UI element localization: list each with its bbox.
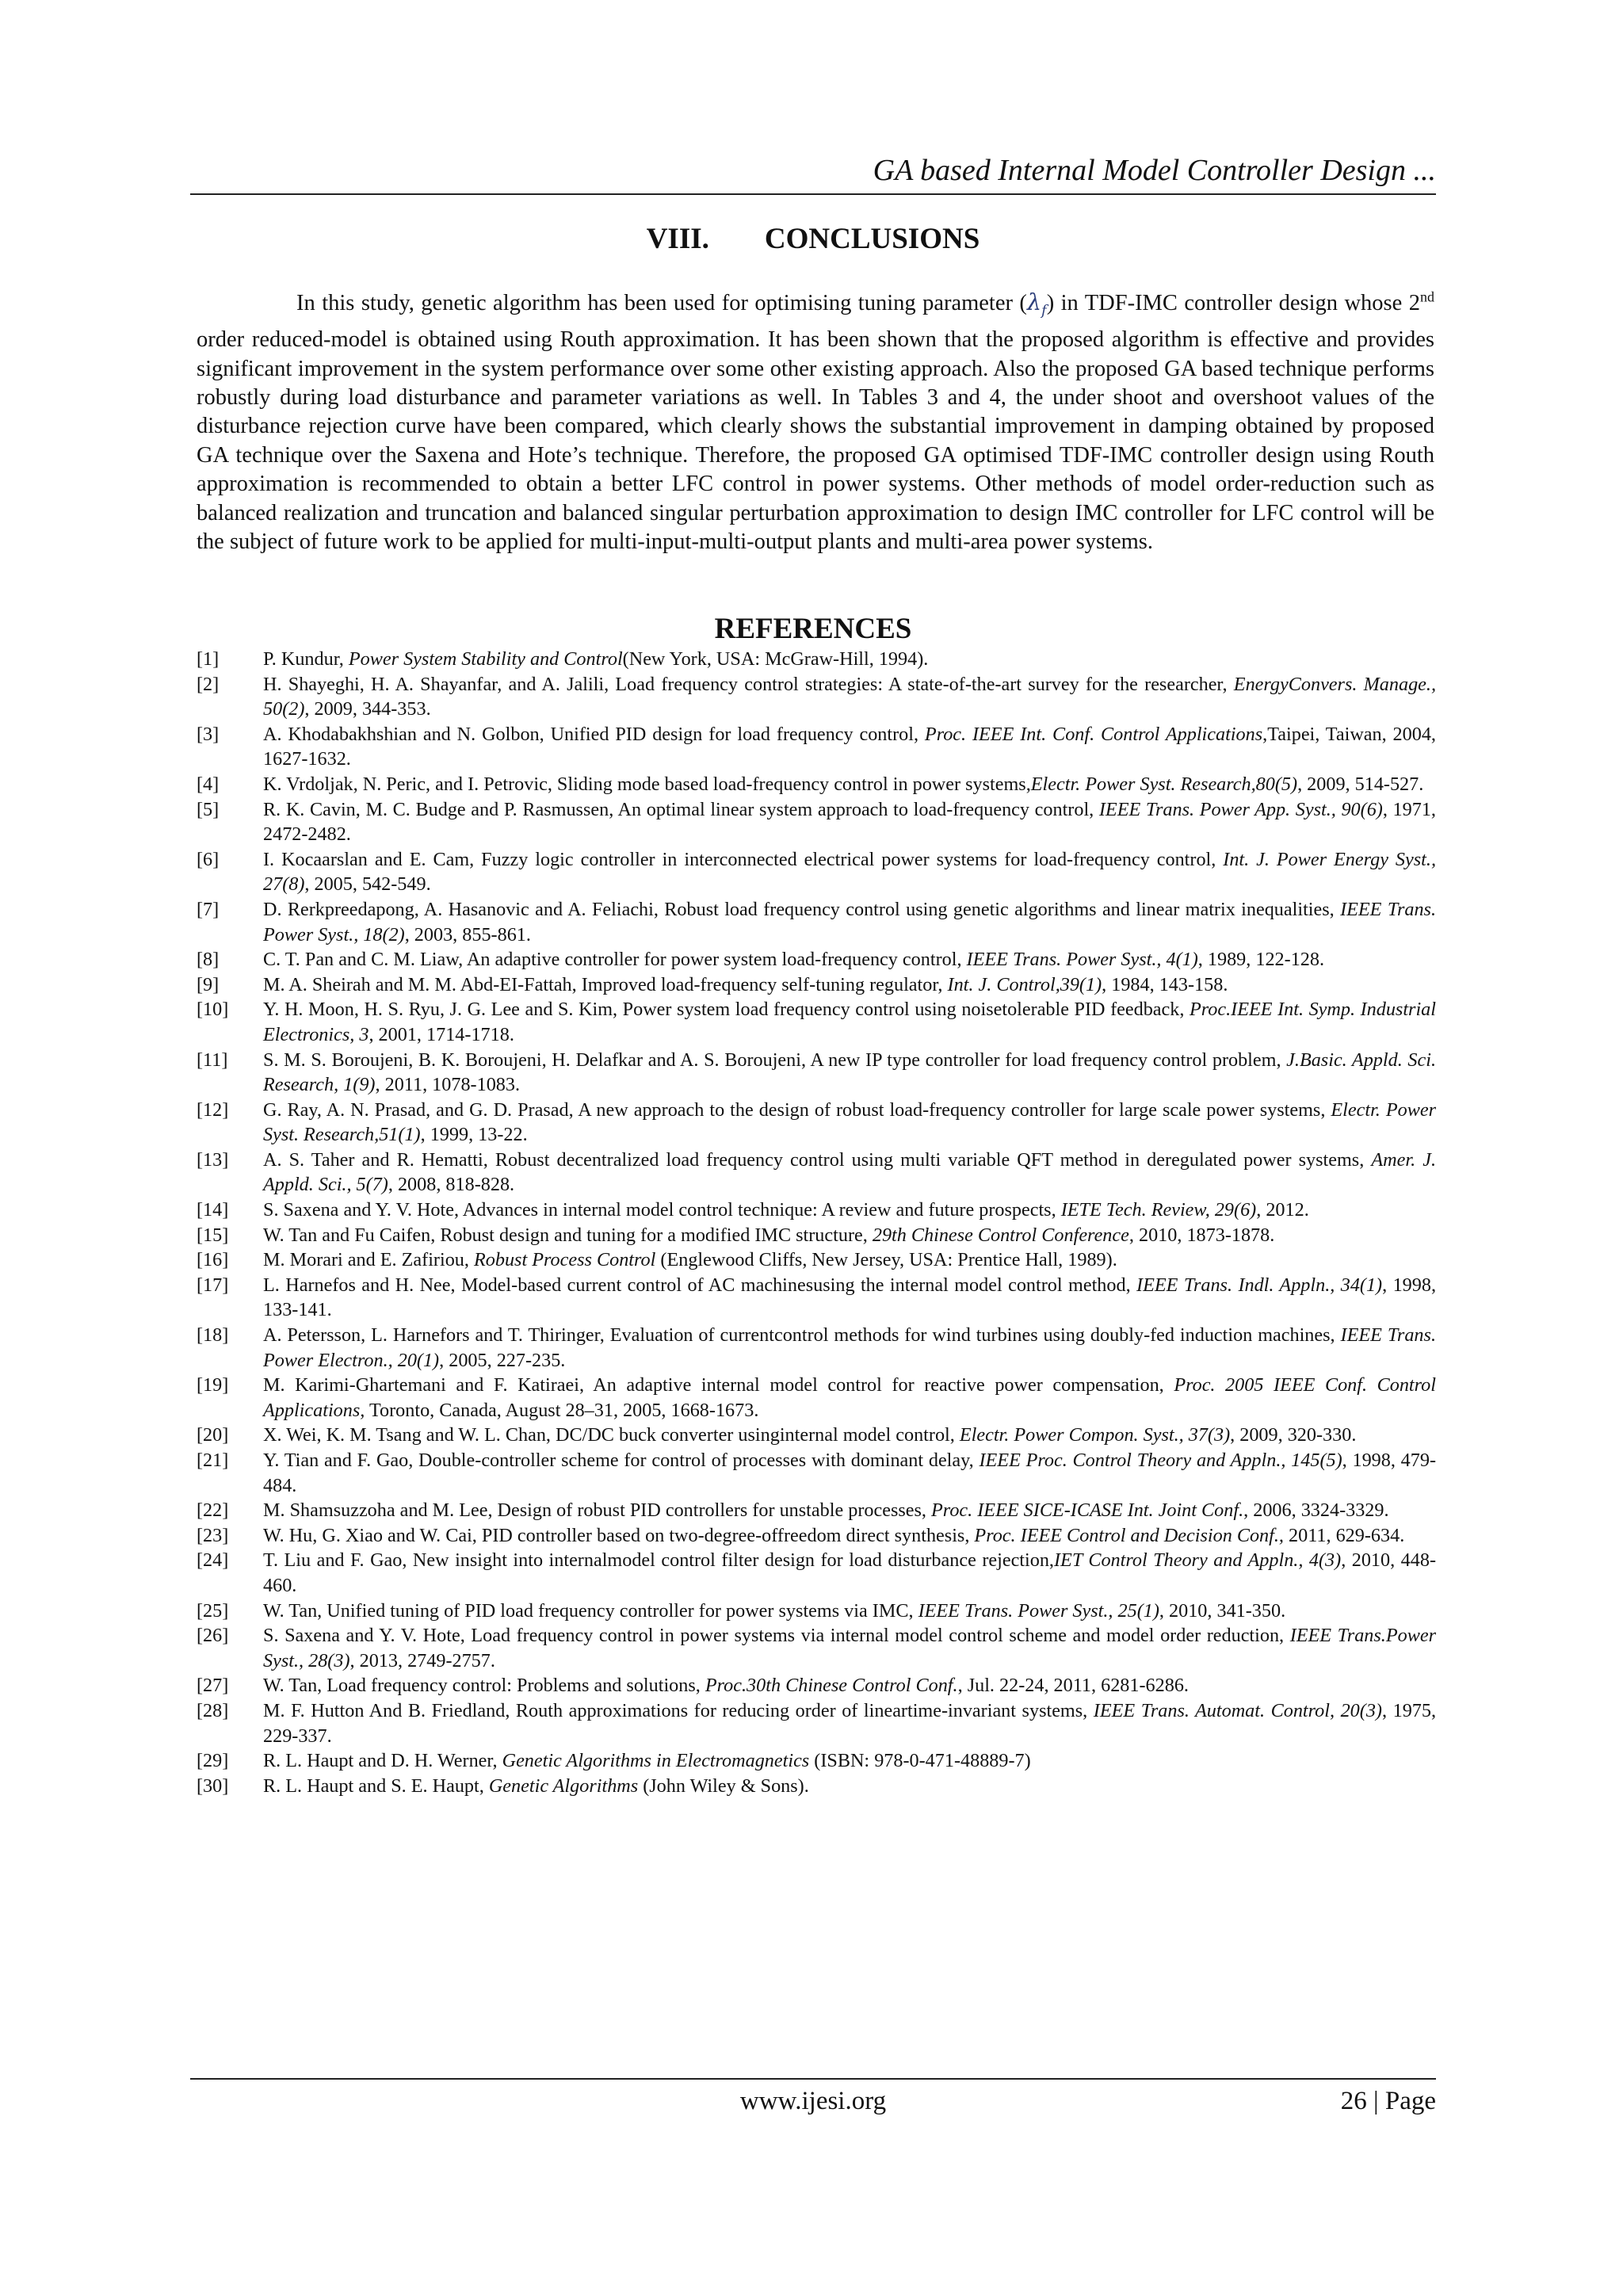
reference-item — [197, 1148, 1436, 1198]
reference-italic: IEEE Trans. Power Syst., 4(1) — [966, 949, 1198, 971]
reference-text: S. Saxena and Y. V. Hote, Advances in internal model control technique: A review and future prospects, — [263, 1199, 1061, 1221]
reference-text: Y. H. Moon, H. S. Ryu, J. G. Lee and S. Kim, Power system load frequency control using noisetolerable PID feedback, — [263, 999, 1190, 1021]
reference-number: [11] — [197, 1049, 228, 1071]
reference-item — [197, 797, 1436, 847]
reference-item — [197, 1373, 1436, 1423]
reference-text: M. A. Sheirah and M. M. Abd-EI-Fattah, Improved load-frequency self-tuning regulator, — [263, 973, 948, 995]
footer-page-number: 26 | Page — [1340, 2087, 1436, 2115]
reference-text-end: , 2009, 344-353. — [304, 698, 431, 720]
conclusion-text-middle: ) in TDF-IMC controller design whose 2 — [1046, 291, 1420, 315]
reference-number: [16] — [197, 1249, 229, 1271]
reference-text-end: , 2010, 341-350. — [1159, 1599, 1286, 1622]
reference-text-end: , 2010, 448-460. — [263, 1549, 1436, 1596]
footer-url: www.ijesi.org — [739, 2087, 887, 2115]
section-number: VIII. — [646, 223, 709, 255]
reference-text: D. Rerkpreedapong, A. Hasanovic and A. Feliachi, Robust load frequency control using genetic algorithms and linear matrix inequalities, — [263, 898, 1341, 920]
ordinal-superscript: nd — [1420, 288, 1434, 305]
reference-item — [197, 1223, 1436, 1248]
reference-italic: IEEE Trans. Indl. Appln., 34(1) — [1136, 1274, 1383, 1296]
reference-text-end: ,Taipei, Taiwan, 2004, 1627-1632. — [263, 723, 1436, 770]
reference-text-end: , 1989, 122-128. — [1197, 949, 1325, 971]
footer-rule — [190, 2078, 1436, 2080]
reference-text-end: , 2009, 514-527. — [1297, 773, 1424, 795]
reference-text-end: , 2010, 1873-1878. — [1128, 1224, 1275, 1246]
reference-number: [1] — [197, 648, 220, 670]
conclusions-heading — [190, 222, 1436, 257]
reference-text-end: (ISBN: 978-0-471-48889-7) — [809, 1750, 1031, 1772]
reference-number: [2] — [197, 673, 220, 695]
reference-item — [197, 722, 1436, 772]
reference-text: A. S. Taher and R. Hematti, Robust decentralized load frequency control using multi variable QFT method in deregulated power systems, — [263, 1148, 1372, 1171]
reference-text-end: , 2011, 1078-1083. — [375, 1074, 521, 1096]
reference-number: [17] — [197, 1274, 229, 1296]
reference-text-end: , 1984, 143-158. — [1102, 973, 1228, 995]
reference-item — [197, 1748, 1436, 1774]
reference-number: [13] — [197, 1148, 229, 1171]
reference-text: A. Khodabakhshian and N. Golbon, Unified PID design for load frequency control, — [263, 723, 925, 745]
reference-item — [197, 1698, 1436, 1748]
reference-number: [6] — [197, 848, 220, 870]
reference-text-end: Toronto, Canada, August 28–31, 2005, 1668-1673. — [365, 1399, 759, 1421]
reference-text: X. Wei, K. M. Tsang and W. L. Chan, DC/DC buck converter usinginternal model control, — [263, 1424, 960, 1446]
reference-text-end: , 1971, 2472-2482. — [263, 798, 1436, 846]
reference-italic: Int. J. Power Energy Syst., 27(8) — [263, 848, 1436, 896]
reference-item — [197, 1774, 1436, 1799]
reference-text: T. Liu and F. Gao, New insight into internalmodel control filter design for load disturbance rejection, — [263, 1549, 1054, 1572]
lambda-subscript: f — [1041, 302, 1047, 319]
reference-text: P. Kundur, — [263, 648, 349, 670]
reference-text: R. L. Haupt and D. H. Werner, — [263, 1750, 502, 1772]
reference-item — [197, 847, 1436, 897]
reference-number: [7] — [197, 898, 220, 920]
reference-italic: IEEE Trans. Automat. Control, 20(3) — [1093, 1699, 1382, 1721]
reference-italic: Int. J. Control,39(1) — [947, 973, 1102, 995]
reference-italic: Proc. 2005 IEEE Conf. Control Applications, — [263, 1374, 1436, 1421]
reference-text-end: (New York, USA: McGraw-Hill, 1994). — [622, 648, 929, 670]
reference-number: [28] — [197, 1699, 229, 1721]
reference-text-end: , 1975, 229-337. — [263, 1699, 1437, 1747]
reference-italic: IETE Tech. Review, 29(6) — [1060, 1199, 1257, 1221]
reference-number: [23] — [197, 1524, 229, 1546]
reference-text-end: , 2005, 542-549. — [304, 873, 431, 896]
reference-italic: Robust Process Control — [474, 1249, 656, 1271]
reference-text-end: , 2006, 3324-3329. — [1243, 1499, 1389, 1522]
reference-number: [24] — [197, 1549, 229, 1572]
reference-text: W. Tan, Unified tuning of PID load frequency controller for power systems via IMC, — [263, 1599, 918, 1622]
reference-item — [197, 1423, 1436, 1448]
reference-text: W. Tan, Load frequency control: Problems and solutions, — [263, 1675, 705, 1697]
reference-number: [26] — [197, 1625, 229, 1647]
reference-italic: Proc.30th Chinese Control Conf. — [705, 1675, 958, 1697]
reference-number: [8] — [197, 949, 220, 971]
reference-italic: IET Control Theory and Appln., 4(3) — [1053, 1549, 1342, 1572]
reference-text: I. Kocaarslan and E. Cam, Fuzzy logic controller in interconnected electrical power systems for load-frequency control, — [263, 848, 1224, 870]
conclusions-paragraph — [197, 288, 1434, 556]
reference-item — [197, 1548, 1436, 1598]
reference-item — [197, 947, 1436, 972]
reference-number: [9] — [197, 973, 220, 995]
reference-italic: Electr. Power Syst. Research,80(5) — [1030, 773, 1298, 795]
header-rule — [190, 193, 1436, 195]
reference-text: L. Harnefos and H. Nee, Model-based current control of AC machinesusing the internal model control method, — [263, 1274, 1137, 1296]
reference-italic: Proc. IEEE Control and Decision Conf., — [974, 1524, 1284, 1546]
reference-text: H. Shayeghi, H. A. Shayanfar, and A. Jalili, Load frequency control strategies: A state-of-the-art survey for the researcher, — [263, 673, 1234, 695]
reference-number: [30] — [197, 1775, 229, 1797]
reference-number: [18] — [197, 1324, 229, 1347]
reference-text: R. K. Cavin, M. C. Budge and P. Rasmussen, An optimal linear system approach to load-frequency control, — [263, 798, 1099, 820]
reference-italic: Electr. Power Syst. Research,51(1) — [263, 1098, 1436, 1146]
reference-text-end: (Englewood Cliffs, New Jersey, USA: Prentice Hall, 1989). — [655, 1249, 1117, 1271]
reference-text: G. Ray, A. N. Prasad, and G. D. Prasad, A new approach to the design of robust load-frequency controller for large scale power systems, — [263, 1098, 1331, 1121]
lambda-f-symbol — [1026, 289, 1047, 319]
reference-item — [197, 1198, 1436, 1223]
reference-item — [197, 1247, 1436, 1273]
reference-italic: 29th Chinese Control Conference — [872, 1224, 1129, 1246]
reference-number: [12] — [197, 1098, 229, 1121]
reference-italic: Amer. J. Appld. Sci., 5(7) — [263, 1148, 1436, 1196]
reference-text: R. L. Haupt and S. E. Haupt, — [263, 1775, 489, 1797]
reference-item — [197, 1523, 1436, 1549]
reference-text-end: , 2013, 2749-2757. — [349, 1649, 495, 1671]
reference-item — [197, 1048, 1436, 1098]
reference-number: [27] — [197, 1675, 229, 1697]
reference-text: S. Saxena and Y. V. Hote, Load frequency control in power systems via internal model control scheme and model order reduction, — [263, 1625, 1290, 1647]
reference-text-end: , 1998, 133-141. — [263, 1274, 1437, 1321]
reference-number: [4] — [197, 773, 220, 795]
reference-italic: Power System Stability and Control — [348, 648, 623, 670]
reference-item — [197, 1623, 1436, 1673]
reference-item — [197, 897, 1436, 947]
reference-italic: EnergyConvers. Manage., 50(2) — [263, 673, 1436, 720]
reference-text-end: (John Wiley & Sons). — [638, 1775, 809, 1797]
reference-number: [21] — [197, 1450, 229, 1471]
reference-number: [15] — [197, 1224, 229, 1246]
reference-italic: IEEE Trans.Power Syst., 28(3) — [263, 1625, 1436, 1671]
reference-italic: Electr. Power Compon. Syst., 37(3) — [959, 1424, 1231, 1446]
reference-text: M. Shamsuzzoha and M. Lee, Design of robust PID controllers for unstable processes, — [263, 1499, 932, 1522]
reference-text: K. Vrdoljak, N. Peric, and I. Petrovic, Sliding mode based load-frequency control in power systems, — [263, 773, 1031, 795]
reference-text: M. Karimi-Ghartemani and F. Katiraei, An adaptive internal model control for reactive power compensation, — [263, 1374, 1174, 1396]
reference-italic: Genetic Algorithms in Electromagnetics — [502, 1750, 810, 1772]
reference-number: [19] — [197, 1374, 229, 1396]
reference-number: [14] — [197, 1199, 229, 1221]
reference-text: M. F. Hutton And B. Friedland, Routh approximations for reducing order of lineartime-invariant systems, — [263, 1699, 1094, 1721]
reference-item — [197, 997, 1436, 1047]
section-title: CONCLUSIONS — [764, 223, 980, 255]
reference-number: [25] — [197, 1599, 229, 1622]
reference-item — [197, 1673, 1436, 1698]
reference-item — [197, 1273, 1436, 1323]
reference-item — [197, 972, 1436, 998]
reference-item — [197, 1098, 1436, 1148]
reference-italic: Genetic Algorithms — [488, 1775, 639, 1797]
reference-item — [197, 647, 1436, 672]
reference-italic: Proc.IEEE Int. Symp. Industrial Electronics, 3 — [263, 999, 1437, 1045]
reference-number: [20] — [197, 1424, 229, 1446]
reference-text: S. M. S. Boroujeni, B. K. Boroujeni, H. Delafkar and A. S. Boroujeni, A new IP type controller for load frequency control problem, — [263, 1049, 1287, 1071]
reference-italic: IEEE Trans. Power Electron., 20(1) — [263, 1324, 1436, 1371]
reference-item — [197, 1323, 1436, 1373]
reference-text: Y. Tian and F. Gao, Double-controller scheme for control of processes with dominant delay, — [263, 1450, 980, 1471]
conclusion-text-start: In this study, genetic algorithm has been used for optimising tuning parameter ( — [296, 291, 1027, 315]
reference-italic: Proc. IEEE Int. Conf. Control Applications — [924, 723, 1263, 745]
reference-number: [3] — [197, 723, 220, 745]
conclusion-text-rest: order reduced-model is obtained using Routh approximation. It has been shown that the proposed algorithm is effective and provides significant improvement in the system performance over some other existing approach. Also the proposed GA based technique performs robustly during load disturbance and parameter variations as well. In Tables 3 and 4, the under shoot and overshoot values of the disturbance rejection curve have been compared, which clearly shows the substantial improvement in damping obtained by proposed GA technique over the Saxena and Hote’s technique. Therefore, the proposed GA optimised TDF-IMC controller design using Routh approximation is recommended to obtain a better LFC control in power systems. Other methods of model order-reduction such as balanced realization and truncation and balanced singular perturbation approximation to design IMC controller for LFC control will be the subject of future work to be applied for multi-input-multi-output plants and multi-area power systems. — [197, 327, 1434, 554]
reference-item — [197, 1599, 1436, 1624]
reference-item — [197, 672, 1436, 722]
reference-text-end: , Jul. 22-24, 2011, 6281-6286. — [957, 1675, 1189, 1697]
reference-text: W. Tan and Fu Caifen, Robust design and tuning for a modified IMC structure, — [263, 1224, 873, 1246]
reference-italic: IEEE Proc. Control Theory and Appln., 145(5) — [979, 1450, 1342, 1471]
reference-text: M. Morari and E. Zafiriou, — [263, 1249, 474, 1271]
reference-italic: IEEE Trans. Power App. Syst., 90(6) — [1098, 798, 1383, 820]
reference-text-end: , 2012. — [1256, 1199, 1309, 1221]
reference-number: [29] — [197, 1750, 229, 1772]
reference-italic: IEEE Trans. Power Syst., 25(1) — [918, 1599, 1159, 1622]
reference-text-end: , 2005, 227-235. — [439, 1349, 566, 1371]
reference-text-end: , 1999, 13-22. — [420, 1124, 528, 1146]
running-header: GA based Internal Model Controller Design ... — [873, 154, 1436, 187]
reference-number: [5] — [197, 798, 220, 820]
reference-italic: Proc. IEEE SICE-ICASE Int. Joint Conf. — [931, 1499, 1244, 1522]
reference-text: C. T. Pan and C. M. Liaw, An adaptive controller for power system load-frequency control, — [263, 949, 967, 971]
reference-number: [10] — [197, 999, 229, 1021]
references-heading: REFERENCES — [714, 613, 912, 645]
reference-text-end: 2011, 629-634. — [1283, 1524, 1405, 1546]
reference-italic: IEEE Trans. Power Syst., 18(2) — [263, 898, 1436, 946]
reference-text-end: , 2003, 855-861. — [404, 923, 531, 946]
references-list — [197, 647, 1436, 1798]
reference-text: W. Hu, G. Xiao and W. Cai, PID controller based on two-degree-offreedom direct synthesis, — [263, 1524, 975, 1546]
reference-text-end: , 2009, 320-330. — [1230, 1424, 1357, 1446]
reference-italic: J.Basic. Appld. Sci. Research, 1(9) — [263, 1049, 1436, 1096]
reference-item — [197, 1498, 1436, 1523]
reference-number: [22] — [197, 1499, 229, 1522]
reference-item — [197, 1448, 1436, 1498]
reference-text: A. Petersson, L. Harnefors and T. Thiringer, Evaluation of currentcontrol methods for wind turbines using doubly-fed induction machines, — [263, 1324, 1341, 1347]
reference-text-end: , 2001, 1714-1718. — [369, 1023, 514, 1045]
lambda-letter: λ — [1026, 289, 1042, 315]
reference-text-end: , 2008, 818-828. — [388, 1174, 515, 1196]
reference-item — [197, 772, 1436, 797]
reference-text-end: , 1998, 479-484. — [263, 1450, 1436, 1496]
